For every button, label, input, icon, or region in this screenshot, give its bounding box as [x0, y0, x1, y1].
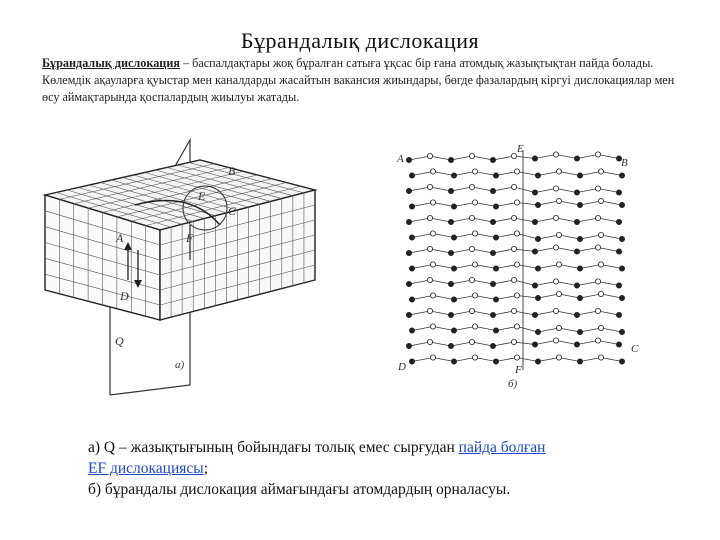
caption-line-3: б) бұрандалы дислокация аймағындағы атомдардың орналасуы.: [88, 481, 511, 498]
caption-link-1[interactable]: пайда болған: [458, 439, 546, 456]
label-d: D: [120, 289, 129, 303]
panel-label-b: б): [508, 378, 518, 390]
label-c: C: [228, 204, 237, 218]
label-b: B: [228, 164, 236, 178]
figure-b-atom-arrangement: [395, 140, 670, 395]
label-f: F: [186, 231, 194, 245]
label-a: A: [116, 231, 124, 245]
label-b-a: A: [397, 153, 404, 165]
figure-caption: [88, 437, 648, 500]
label-b-b: B: [621, 157, 628, 169]
caption-line-2: [88, 458, 648, 479]
intro-paragraph: [42, 55, 682, 106]
intro-text: – баспалдақтары жоқ бұралған сатыға ұқсас бір ғана атомдық жазықтықтан пайда болады. Көлемдік ақауларға қуыстар мен каналдарды жасайтын вакансия жиындары, бөгде фазалардың кіргуі дислокациялар мен өсу аймақтарында қоспалардың жиылуы жатады.: [42, 56, 675, 104]
label-b-d: D: [398, 361, 406, 373]
caption-link-2[interactable]: EF дислокациясы: [88, 460, 204, 477]
intro-term: Бұрандалық дислокация: [42, 56, 180, 70]
label-b-e: E: [517, 143, 524, 155]
label-b-c: C: [631, 343, 639, 355]
caption-line-1: [88, 437, 648, 458]
label-e: E: [198, 189, 206, 203]
page-title: Бұрандалық дислокация: [240, 28, 480, 53]
label-b-f: F: [515, 364, 522, 376]
caption-punct: ;: [203, 460, 209, 477]
label-q: Q: [115, 334, 124, 348]
figure-a-crystal-block: [40, 130, 360, 400]
caption-text-a: а) Q – жазықтығының бойындағы толық емес сырғудан: [88, 439, 459, 456]
panel-label-a: a): [175, 359, 185, 371]
